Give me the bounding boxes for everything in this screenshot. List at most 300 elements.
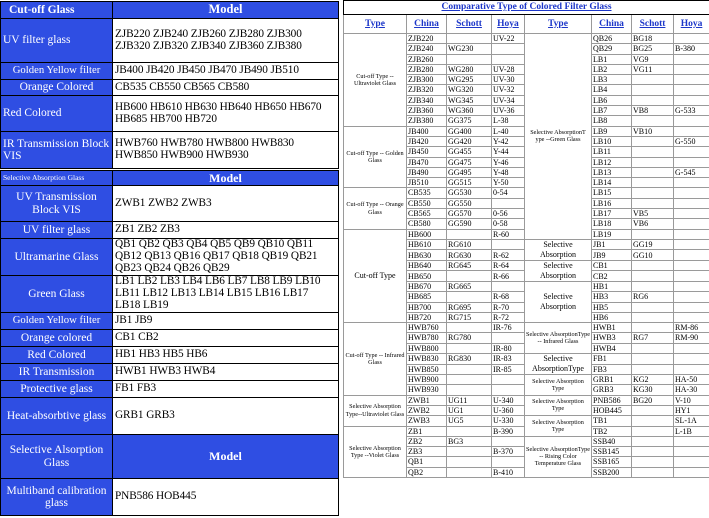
- schott-cell: [447, 375, 492, 385]
- type-cell: UV filter glass: [1, 222, 113, 239]
- comparative-row: [344, 395, 709, 405]
- schott-cell: BG3: [447, 436, 492, 446]
- hoya-cell: [492, 281, 525, 291]
- schott-cell: [447, 292, 492, 302]
- schott-cell: [632, 312, 674, 322]
- schott-cell: [447, 343, 492, 353]
- china-cell: ZJB280: [407, 64, 447, 74]
- schott-cell: [632, 447, 674, 457]
- hoya-cell: [674, 343, 709, 353]
- china-cell: LB9: [592, 126, 632, 136]
- hoya-cell: [674, 292, 709, 302]
- schott-cell: [447, 457, 492, 467]
- hoya-cell: 0-56: [492, 209, 525, 219]
- type-cell: Ultramarine Glass: [1, 239, 113, 276]
- schott-cell: [632, 354, 674, 365]
- schott-cell: UG11: [447, 395, 492, 405]
- hoya-cell: [674, 250, 709, 261]
- header-hoya-left: Hoya: [492, 15, 525, 34]
- china-cell: ZJB340: [407, 95, 447, 105]
- hoya-cell: [674, 54, 709, 64]
- hoya-cell: [492, 436, 525, 446]
- schott-cell: WG345: [447, 95, 492, 105]
- group-type-left: Cut-off Type -- Golden Glass: [344, 126, 407, 188]
- hoya-cell: U-330: [492, 416, 525, 426]
- hoya-cell: R-70: [492, 302, 525, 312]
- china-cell: LB15: [592, 188, 632, 198]
- schott-cell: VG9: [632, 54, 674, 64]
- china-cell: ZJB240: [407, 44, 447, 54]
- schott-cell: UG5: [447, 416, 492, 426]
- schott-cell: [447, 229, 492, 239]
- hoya-cell: UV-28: [492, 64, 525, 74]
- china-cell: CB565: [407, 209, 447, 219]
- cutoff-type-header: Cut-off Glass: [1, 2, 113, 19]
- hoya-cell: IR-80: [492, 343, 525, 353]
- header-schott-right: Schott: [632, 15, 674, 34]
- china-cell: HB1: [592, 281, 632, 291]
- model-cell: PNB586 HOB445: [113, 479, 339, 516]
- comparative-table: [343, 0, 709, 478]
- hoya-cell: G-545: [674, 167, 709, 177]
- schott-cell: [447, 271, 492, 282]
- schott-cell: RG7: [632, 333, 674, 343]
- china-cell: LB16: [592, 198, 632, 208]
- schott-cell: GG10: [632, 250, 674, 261]
- hoya-cell: R-60: [492, 229, 525, 239]
- china-cell: HB650: [407, 271, 447, 282]
- schott-cell: [447, 426, 492, 436]
- model-cell: CB1 CB2: [113, 330, 339, 347]
- schott-cell: GG375: [447, 116, 492, 126]
- schott-cell: [447, 447, 492, 457]
- china-cell: LB17: [592, 209, 632, 219]
- schott-cell: [632, 416, 674, 426]
- china-cell: HWB760: [407, 323, 447, 333]
- multiband-table: [0, 434, 339, 516]
- schott-cell: [632, 198, 674, 208]
- hoya-cell: [674, 85, 709, 95]
- hoya-cell: [492, 239, 525, 250]
- hoya-cell: [674, 271, 709, 282]
- schott-cell: VB10: [632, 126, 674, 136]
- hoya-cell: Y-46: [492, 157, 525, 167]
- schott-cell: GG550: [447, 198, 492, 208]
- hoya-cell: [674, 219, 709, 229]
- china-cell: LB2: [592, 64, 632, 74]
- schott-cell: WG320: [447, 85, 492, 95]
- type-cell: UV Transmission Block VIS: [1, 186, 113, 222]
- china-cell: LB10: [592, 136, 632, 146]
- china-cell: CB1: [592, 260, 632, 271]
- china-cell: JB450: [407, 147, 447, 157]
- hoya-cell: RM-86: [674, 323, 709, 333]
- group-type-right: Selective Absorption Type: [525, 375, 592, 396]
- type-cell: Green Glass: [1, 276, 113, 313]
- model-cell: LB1 LB2 LB3 LB4 LB6 LB7 LB8 LB9 LB10 LB11 LB12 LB13 LB14 LB15 LB16 LB17 LB18 LB19: [113, 276, 339, 313]
- hoya-cell: [674, 302, 709, 312]
- china-cell: TB1: [592, 416, 632, 426]
- model-cell: HWB1 HWB3 HWB4: [113, 364, 339, 381]
- china-cell: JB400: [407, 126, 447, 136]
- schott-cell: VB5: [632, 209, 674, 219]
- schott-cell: VB6: [632, 219, 674, 229]
- hoya-cell: [674, 239, 709, 250]
- cutoff-model-header: Model: [113, 2, 339, 19]
- hoya-cell: B-370: [492, 447, 525, 457]
- schott-cell: BG18: [632, 34, 674, 44]
- hoya-cell: [674, 178, 709, 188]
- hoya-cell: [674, 75, 709, 85]
- hoya-cell: B-380: [674, 44, 709, 54]
- hoya-cell: [674, 281, 709, 291]
- schott-cell: VB8: [632, 106, 674, 116]
- hoya-cell: UV-22: [492, 34, 525, 44]
- hoya-cell: [674, 95, 709, 105]
- schott-cell: [632, 75, 674, 85]
- header-hoya-right: Hoya: [674, 15, 709, 34]
- model-cell: GRB1 GRB3: [113, 398, 339, 435]
- hoya-cell: R-72: [492, 312, 525, 322]
- hoya-cell: L-1B: [674, 426, 709, 436]
- model-cell: JB400 JB420 JB450 JB470 JB490 JB510: [113, 63, 339, 80]
- china-cell: HB3: [592, 292, 632, 302]
- hoya-cell: SL-1A: [674, 416, 709, 426]
- schott-cell: [632, 136, 674, 146]
- china-cell: HWB800: [407, 343, 447, 353]
- china-cell: ZJB260: [407, 54, 447, 64]
- selective-type-header: Selective Absorption Glass: [1, 171, 113, 186]
- type-cell: Red Colored: [1, 347, 113, 364]
- type-cell: Orange Colored: [1, 80, 113, 96]
- group-type-right: Selective Absorption Type: [525, 416, 592, 437]
- schott-cell: [632, 467, 674, 477]
- schott-cell: [632, 147, 674, 157]
- model-cell: HB600 HB610 HB630 HB640 HB650 HB670 HB685 HB700 HB720: [113, 96, 339, 132]
- hoya-cell: U-340: [492, 395, 525, 405]
- schott-cell: GG19: [632, 239, 674, 250]
- china-cell: LB18: [592, 219, 632, 229]
- hoya-cell: [492, 385, 525, 395]
- china-cell: GRB3: [592, 385, 632, 395]
- hoya-cell: IR-83: [492, 354, 525, 365]
- hoya-cell: R-64: [492, 260, 525, 271]
- type-cell: Golden Yellow filter: [1, 63, 113, 80]
- china-cell: CB2: [592, 271, 632, 282]
- hoya-cell: [492, 375, 525, 385]
- hoya-cell: [674, 436, 709, 446]
- schott-cell: KG30: [632, 385, 674, 395]
- hoya-cell: [674, 209, 709, 219]
- china-cell: ZB3: [407, 447, 447, 457]
- china-cell: HWB930: [407, 385, 447, 395]
- schott-cell: [447, 385, 492, 395]
- type-cell: Protective glass: [1, 381, 113, 398]
- hoya-cell: [674, 116, 709, 126]
- china-cell: SSB40: [592, 436, 632, 446]
- hoya-cell: [674, 447, 709, 457]
- model-cell: FB1 FB3: [113, 381, 339, 398]
- schott-cell: RG715: [447, 312, 492, 322]
- china-cell: LB3: [592, 75, 632, 85]
- type-cell: Orange colored: [1, 330, 113, 347]
- hoya-cell: [674, 260, 709, 271]
- type-cell: Heat-absorbtive glass: [1, 398, 113, 435]
- china-cell: ZJB320: [407, 85, 447, 95]
- schott-cell: [632, 260, 674, 271]
- china-cell: LB7: [592, 106, 632, 116]
- china-cell: SSB145: [592, 447, 632, 457]
- china-cell: LB13: [592, 167, 632, 177]
- group-type-right: Selective Absorption: [525, 260, 592, 281]
- china-cell: HB640: [407, 260, 447, 271]
- schott-cell: RG610: [447, 239, 492, 250]
- hoya-cell: [674, 312, 709, 322]
- schott-cell: GG570: [447, 209, 492, 219]
- china-cell: HWB1: [592, 323, 632, 333]
- schott-cell: [632, 426, 674, 436]
- china-cell: HWB3: [592, 333, 632, 343]
- china-cell: PNB586: [592, 395, 632, 405]
- hoya-cell: [492, 54, 525, 64]
- hoya-cell: [674, 457, 709, 467]
- china-cell: ZJB220: [407, 34, 447, 44]
- model-cell: HWB760 HWB780 HWB800 HWB830 HWB850 HWB900 HWB930: [113, 132, 339, 169]
- china-cell: HWB830: [407, 354, 447, 365]
- hoya-cell: IR-85: [492, 364, 525, 375]
- schott-cell: GG400: [447, 126, 492, 136]
- header-china-right: China: [592, 15, 632, 34]
- hoya-cell: [492, 44, 525, 54]
- group-type-right: Selective AbsorptionType: [525, 354, 592, 375]
- group-type-left: Cut-off Type -- Orange Glass: [344, 188, 407, 229]
- group-type-left: Selective Absorption Type--Ultraviolet Glass: [344, 395, 407, 426]
- hoya-cell: [674, 188, 709, 198]
- schott-cell: VG11: [632, 64, 674, 74]
- china-cell: HWB780: [407, 333, 447, 343]
- schott-cell: BG25: [632, 44, 674, 54]
- hoya-cell: [674, 354, 709, 365]
- schott-cell: [632, 167, 674, 177]
- china-cell: HB6: [592, 312, 632, 322]
- china-cell: HB700: [407, 302, 447, 312]
- china-cell: QB26: [592, 34, 632, 44]
- model-cell: ZB1 ZB2 ZB3: [113, 222, 339, 239]
- china-cell: CB580: [407, 219, 447, 229]
- schott-cell: [632, 364, 674, 375]
- china-cell: LB11: [592, 147, 632, 157]
- china-cell: ZB2: [407, 436, 447, 446]
- schott-cell: [632, 188, 674, 198]
- china-cell: HOB445: [592, 405, 632, 415]
- multiband-model-header: Model: [113, 435, 339, 479]
- schott-cell: WG360: [447, 106, 492, 116]
- hoya-cell: Y-42: [492, 136, 525, 146]
- china-cell: HWB850: [407, 364, 447, 375]
- schott-cell: [632, 229, 674, 239]
- china-cell: LB1: [592, 54, 632, 64]
- china-cell: LB12: [592, 157, 632, 167]
- type-cell: IR Transmission Block VIS: [1, 132, 113, 169]
- hoya-cell: [674, 229, 709, 239]
- hoya-cell: [674, 126, 709, 136]
- header-type-left: Type: [344, 15, 407, 34]
- group-type-right: Selective AbsorptionT ype --Green Glass: [525, 34, 592, 240]
- hoya-cell: L-38: [492, 116, 525, 126]
- hoya-cell: [674, 157, 709, 167]
- model-cell: CB535 CB550 CB565 CB580: [113, 80, 339, 96]
- hoya-cell: L-40: [492, 126, 525, 136]
- schott-cell: [632, 323, 674, 333]
- china-cell: JB1: [592, 239, 632, 250]
- type-cell: Red Colored: [1, 96, 113, 132]
- hoya-cell: [492, 333, 525, 343]
- hoya-cell: UV-30: [492, 75, 525, 85]
- china-cell: LB4: [592, 85, 632, 95]
- china-cell: CB535: [407, 188, 447, 198]
- china-cell: HWB4: [592, 343, 632, 353]
- schott-cell: [632, 302, 674, 312]
- hoya-cell: IR-76: [492, 323, 525, 333]
- cutoff-glass-table: [0, 1, 339, 169]
- schott-cell: RG645: [447, 260, 492, 271]
- group-type-right: Selective Absorption: [525, 239, 592, 260]
- group-type-left: Selective Absorption Type --Violet Glass: [344, 426, 407, 477]
- schott-cell: [632, 178, 674, 188]
- china-cell: HB630: [407, 250, 447, 261]
- china-cell: ZJB300: [407, 75, 447, 85]
- hoya-cell: G-550: [674, 136, 709, 146]
- schott-cell: UG1: [447, 405, 492, 415]
- china-cell: GRB1: [592, 375, 632, 385]
- schott-cell: BG20: [632, 395, 674, 405]
- type-cell: UV filter glass: [1, 19, 113, 63]
- hoya-cell: U-360: [492, 405, 525, 415]
- china-cell: ZWB3: [407, 416, 447, 426]
- china-cell: ZB1: [407, 426, 447, 436]
- hoya-cell: [674, 467, 709, 477]
- china-cell: LB8: [592, 116, 632, 126]
- schott-cell: [632, 281, 674, 291]
- china-cell: ZJB380: [407, 116, 447, 126]
- hoya-cell: UV-34: [492, 95, 525, 105]
- schott-cell: [632, 116, 674, 126]
- comparative-row: [344, 323, 709, 333]
- schott-cell: GG475: [447, 157, 492, 167]
- group-type-left: Cut-off Type -- Infrared Glass: [344, 323, 407, 395]
- group-type-left: Cut-off Type: [344, 229, 407, 322]
- group-type-right: Selective AbsorptionType -- Infrared Glass: [525, 323, 592, 354]
- china-cell: QB2: [407, 467, 447, 477]
- china-cell: HB670: [407, 281, 447, 291]
- china-cell: HWB900: [407, 375, 447, 385]
- model-cell: HB1 HB3 HB5 HB6: [113, 347, 339, 364]
- schott-cell: RG6: [632, 292, 674, 302]
- china-cell: HB610: [407, 239, 447, 250]
- hoya-cell: [674, 34, 709, 44]
- schott-cell: RG780: [447, 333, 492, 343]
- model-cell: QB1 QB2 QB3 QB4 QB5 QB9 QB10 QB11 QB12 QB13 QB16 QB17 QB18 QB19 QB21 QB23 QB24 QB26 QB29: [113, 239, 339, 276]
- china-cell: QB1: [407, 457, 447, 467]
- schott-cell: GG530: [447, 188, 492, 198]
- group-type-left: Cut-off Type -- Ultraviolet Glass: [344, 34, 407, 127]
- schott-cell: RG665: [447, 281, 492, 291]
- hoya-cell: UV-32: [492, 85, 525, 95]
- schott-cell: [632, 95, 674, 105]
- header-type-right: Type: [525, 15, 592, 34]
- schott-cell: [632, 271, 674, 282]
- schott-cell: [632, 405, 674, 415]
- hoya-cell: [674, 364, 709, 375]
- schott-cell: WG280: [447, 64, 492, 74]
- schott-cell: [632, 457, 674, 467]
- china-cell: TB2: [592, 426, 632, 436]
- multiband-type-header: Selective Alsorption Glass: [1, 435, 113, 479]
- header-schott-left: Schott: [447, 15, 492, 34]
- hoya-cell: R-66: [492, 271, 525, 282]
- schott-cell: WG295: [447, 75, 492, 85]
- schott-cell: [632, 343, 674, 353]
- hoya-cell: R-62: [492, 250, 525, 261]
- china-cell: JB490: [407, 167, 447, 177]
- schott-cell: GG420: [447, 136, 492, 146]
- schott-cell: KG2: [632, 375, 674, 385]
- hoya-cell: B-410: [492, 467, 525, 477]
- schott-cell: [447, 323, 492, 333]
- china-cell: LB14: [592, 178, 632, 188]
- group-type-right: Selective Absorption Type: [525, 395, 592, 416]
- hoya-cell: [492, 198, 525, 208]
- china-cell: CB550: [407, 198, 447, 208]
- selective-absorption-table: [0, 170, 339, 435]
- group-type-right: Selective Absorption: [525, 281, 592, 322]
- hoya-cell: V-10: [674, 395, 709, 405]
- china-cell: HB5: [592, 302, 632, 312]
- hoya-cell: HA-30: [674, 385, 709, 395]
- china-cell: ZWB1: [407, 395, 447, 405]
- schott-cell: GG495: [447, 167, 492, 177]
- schott-cell: GG515: [447, 178, 492, 188]
- china-cell: JB420: [407, 136, 447, 146]
- hoya-cell: Y-50: [492, 178, 525, 188]
- schott-cell: [447, 54, 492, 64]
- schott-cell: [632, 436, 674, 446]
- schott-cell: WG230: [447, 44, 492, 54]
- schott-cell: [632, 157, 674, 167]
- china-cell: SSB165: [592, 457, 632, 467]
- schott-cell: [447, 467, 492, 477]
- hoya-cell: 0-58: [492, 219, 525, 229]
- china-cell: JB9: [592, 250, 632, 261]
- hoya-cell: B-390: [492, 426, 525, 436]
- hoya-cell: HA-50: [674, 375, 709, 385]
- group-type-right: Selective AbsorptionType -- Rising Color Temperature Glass: [525, 436, 592, 477]
- comparative-title-cell: [344, 1, 709, 15]
- hoya-cell: [492, 457, 525, 467]
- hoya-cell: HY1: [674, 405, 709, 415]
- hoya-cell: G-533: [674, 106, 709, 116]
- model-cell: ZWB1 ZWB2 ZWB3: [113, 186, 339, 222]
- model-cell: JB1 JB9: [113, 313, 339, 330]
- hoya-cell: Y-48: [492, 167, 525, 177]
- selective-model-header: Model: [113, 171, 339, 186]
- hoya-cell: 0-54: [492, 188, 525, 198]
- hoya-cell: [674, 64, 709, 74]
- china-cell: FB3: [592, 364, 632, 375]
- comparative-title: Comparative Type of Colored Filter Glass: [441, 2, 612, 13]
- china-cell: HB720: [407, 312, 447, 322]
- hoya-cell: [674, 198, 709, 208]
